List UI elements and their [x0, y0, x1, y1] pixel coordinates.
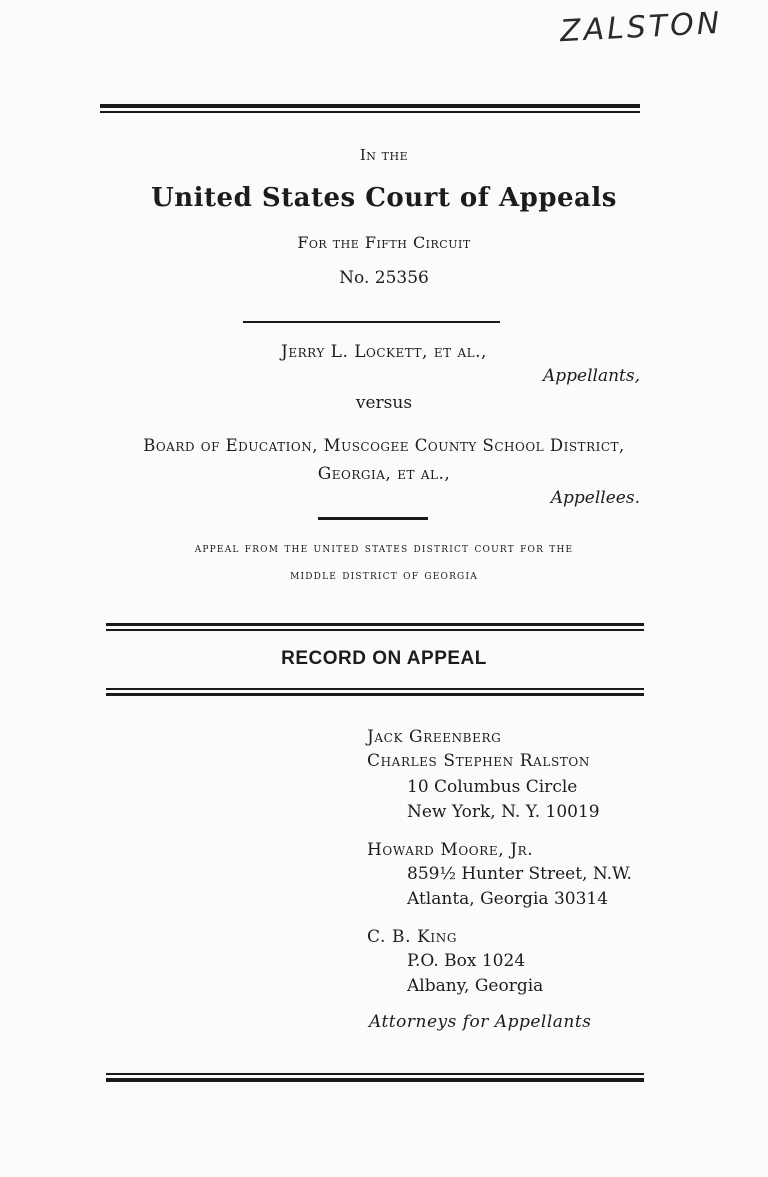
appeal-from-line-1: appeal from the united states district court for the: [194, 540, 574, 555]
top-rule-thin: [100, 111, 640, 113]
record-title: RECORD ON APPEAL: [281, 648, 487, 669]
record-rule-bottom-1: [106, 688, 644, 690]
handwritten-note: ZALSTON: [559, 5, 724, 50]
attorney-address: New York, N. Y. 10019: [407, 802, 600, 822]
court-name: United States Court of Appeals: [151, 183, 617, 213]
appellees-label: Appellees.: [550, 488, 640, 508]
record-rule-top-2: [106, 629, 644, 631]
circuit-label: For the Fifth Circuit: [297, 233, 471, 252]
attorney-name: Charles Stephen Ralston: [367, 751, 590, 771]
attorney-name: Jack Greenberg: [367, 727, 502, 747]
attorney-name: C. B. King: [367, 927, 458, 947]
appellants-label: Appellants,: [542, 366, 640, 386]
in-the-label: In the: [359, 146, 409, 164]
appeal-from-line-2: middle district of georgia: [290, 567, 478, 582]
attorney-address: Atlanta, Georgia 30314: [407, 889, 609, 909]
divider-2: [318, 517, 428, 520]
attorney-address: Albany, Georgia: [407, 976, 544, 996]
bottom-rule-thick: [106, 1078, 644, 1082]
case-number: No. 25356: [339, 268, 429, 288]
record-rule-bottom-2: [106, 693, 644, 696]
appellants-name: Jerry L. Lockett, et al.,: [281, 342, 487, 362]
record-rule-top-1: [106, 623, 644, 626]
divider-1: [243, 321, 500, 323]
attorney-name: Howard Moore, Jr.: [367, 840, 534, 860]
attorney-address: 859½ Hunter Street, N.W.: [407, 864, 632, 884]
versus-label: versus: [355, 393, 413, 413]
appellees-line-2: Georgia, et al.,: [317, 464, 451, 484]
top-rule-thick: [100, 104, 640, 108]
appellees-line-1: Board of Education, Muscogee County School District,: [143, 436, 625, 455]
attorney-address: P.O. Box 1024: [407, 951, 526, 971]
bottom-rule-thin: [106, 1073, 644, 1075]
attorneys-label: Attorneys for Appellants: [369, 1012, 592, 1032]
attorney-address: 10 Columbus Circle: [407, 777, 578, 797]
